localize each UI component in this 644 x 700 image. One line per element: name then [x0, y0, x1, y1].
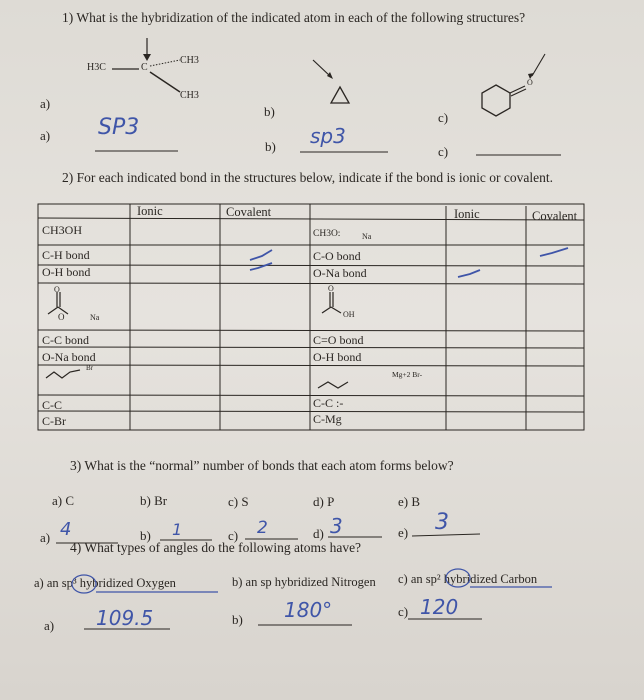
q2-bond-cbr: C-Br [42, 414, 66, 428]
q2-bond-co: C-O bond [313, 249, 361, 263]
q2-title: 2) For each indicated bond in the structures below, indicate if the bond is ionic or covalent. [62, 170, 553, 185]
q1-a-ch3-top: CH3 [180, 55, 199, 66]
q2-bond-cc-2: C-C [42, 398, 63, 412]
q3-answer-label-e: e) [398, 525, 409, 540]
q2-acetate-na: Na [90, 313, 100, 322]
q3-answer-label-a: a) [40, 530, 51, 545]
q2-bond-oh-2: O-H bond [313, 350, 362, 364]
q3-answer-d: 3 [330, 514, 343, 538]
q2-grignard-mg: Mg+2 Br- [392, 370, 423, 379]
q1-answer-label-a: a) [40, 128, 51, 143]
q1-a-carbon: C [141, 62, 148, 73]
q2-header-ionic-right: Ionic [454, 207, 480, 221]
q3-answer-b: 1 [172, 520, 183, 539]
q3-answer-a: 4 [60, 519, 72, 540]
q1-c-oxygen: O [527, 78, 533, 87]
q2-bond-oh: O-H bond [42, 265, 91, 279]
q2-bond-ch: C-H bond [42, 248, 90, 262]
q3-atom-a: a) C [52, 493, 75, 508]
q2-header-covalent-right: Covalent [532, 209, 578, 223]
q1-answer-b: sp3 [310, 124, 346, 148]
q1-label-b: b) [264, 104, 275, 119]
q1-a-ch3-bottom: CH3 [180, 90, 199, 101]
q1-label-c: c) [438, 110, 449, 125]
q4-prompt-c: c) an sp² hybridized Carbon [398, 572, 538, 586]
q3-answer-e: 3 [435, 510, 449, 535]
q1-a-h3c: H3C [87, 62, 106, 73]
q4-prompt-a: a) an sp³ hybridized Oxygen [34, 576, 176, 590]
q2-acid-o: O [328, 284, 334, 293]
q2-methoxide-na: Na [362, 232, 372, 241]
q2-acid-oh: OH [343, 310, 355, 319]
q4-answer-a: 109.5 [96, 606, 154, 630]
q3-atom-d: d) P [313, 494, 335, 509]
q2-acetate-o: O [54, 285, 60, 294]
q3-answer-label-c: c) [228, 528, 239, 543]
q2-bond-ona-2: O-Na bond [313, 266, 367, 280]
q2-bond-ona: O-Na bond [42, 350, 96, 364]
q4-answer-label-b: b) [232, 612, 243, 627]
q3-answer-c: 2 [257, 518, 268, 538]
q3-answer-label-b: b) [140, 528, 151, 543]
q2-molecule-methoxide: CH3O: [313, 229, 341, 239]
q3-atom-c: c) S [228, 494, 249, 509]
q2-bond-cmg: C-Mg [313, 412, 342, 426]
q3-atom-e: e) B [398, 494, 421, 509]
q3-answer-label-d: d) [313, 526, 324, 541]
q1-answer-label-b: b) [265, 139, 276, 154]
q2-bond-cc-3: C-C :- [313, 396, 344, 410]
q4-answer-c: 120 [420, 595, 459, 619]
q4-answer-label-a: a) [44, 618, 55, 633]
q2-acetate-o-minus: O [58, 312, 65, 322]
q2-bond-cc: C-C bond [42, 333, 90, 347]
q2-molecule-ch3oh: CH3OH [42, 223, 83, 237]
q4-prompt-b: b) an sp hybridized Nitrogen [232, 575, 376, 589]
q1-answer-label-c: c) [438, 144, 449, 159]
q3-title: 3) What is the “normal” number of bonds that each atom forms below? [70, 458, 454, 473]
q1-title: 1) What is the hybridization of the indicated atom in each of the following structures? [62, 10, 526, 25]
q3-atom-b: b) Br [140, 493, 168, 508]
q4-title: 4) What types of angles do the following atoms have? [70, 540, 362, 555]
q2-bond-c-double-o: C=O bond [313, 333, 364, 347]
q1-answer-a: SP3 [98, 115, 140, 140]
q2-header-ionic-left: Ionic [137, 204, 163, 218]
q1-label-a: a) [40, 96, 51, 111]
q2-header-covalent-left: Covalent [226, 205, 272, 219]
q2-bromide-br: Br [86, 364, 93, 372]
q4-answer-label-c: c) [398, 604, 409, 619]
q4-answer-b: 180° [284, 598, 333, 622]
